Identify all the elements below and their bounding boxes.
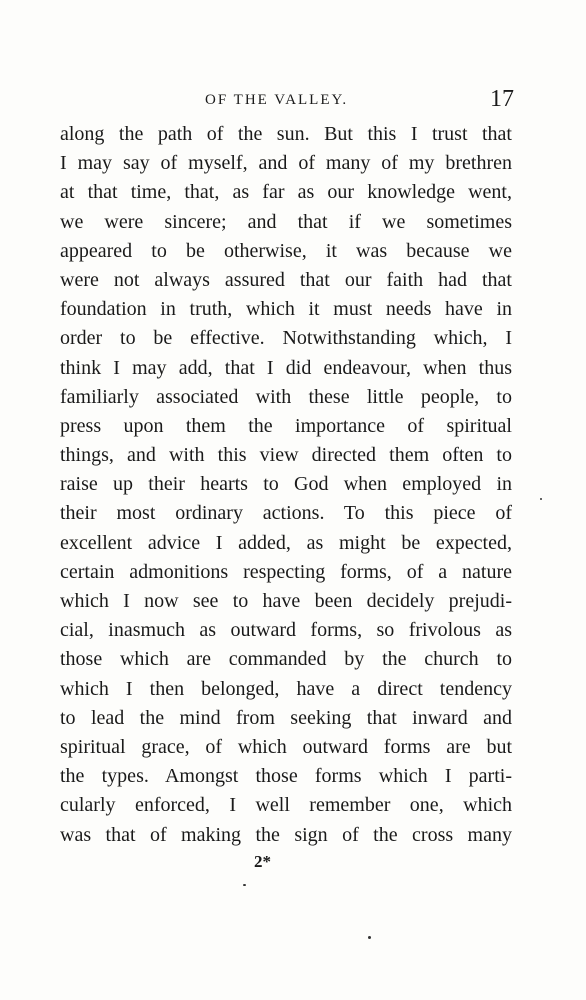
running-title: OF THE VALLEY. — [205, 92, 349, 108]
text-line: press upon them the importance of spiritual — [60, 414, 512, 437]
ink-speck — [243, 884, 246, 886]
ink-speck — [540, 498, 542, 500]
text-line: excellent advice I added, as might be expected, — [60, 531, 512, 554]
body-text — [60, 120, 512, 850]
text-line: raise up their hearts to God when employed in — [60, 473, 512, 496]
text-line: were not always assured that our faith had that — [60, 268, 512, 291]
text-line: to lead the mind from seeking that inward and — [60, 706, 512, 729]
text-line: which I now see to have been decidely prejudi- — [60, 590, 512, 612]
signature-mark: 2* — [254, 852, 271, 871]
text-line: foundation in truth, which it must needs have in — [60, 298, 512, 321]
running-head — [60, 88, 522, 114]
text-line: was that of making the sign of the cross many — [60, 823, 512, 846]
text-line: certain admonitions respecting forms, of a nature — [60, 560, 512, 583]
text-line: those which are commanded by the church to — [60, 648, 512, 671]
text-line: their most ordinary actions. To this piece of — [60, 502, 512, 525]
text-line: the types. Amongst those forms which I parti- — [60, 765, 512, 788]
text-line: we were sincere; and that if we sometimes — [60, 210, 512, 233]
text-line: along the path of the sun. But this I trust that — [60, 123, 512, 145]
page-number: 17 — [490, 86, 514, 112]
text-line: appeared to be otherwise, it was because we — [60, 239, 512, 262]
ink-speck — [368, 936, 371, 939]
text-line: I may say of myself, and of many of my brethren — [60, 152, 512, 175]
text-line: think I may add, that I did endeavour, when thus — [60, 356, 512, 379]
text-line: which I then belonged, have a direct tendency — [60, 677, 512, 700]
text-line: spiritual grace, of which outward forms are but — [60, 735, 512, 758]
text-line: cial, inasmuch as outward forms, so frivolous as — [60, 619, 512, 642]
text-line: familiarly associated with these little people, to — [60, 385, 512, 408]
text-line: order to be effective. Notwithstanding which, I — [60, 327, 512, 350]
text-line: cularly enforced, I well remember one, which — [60, 794, 512, 817]
text-line: at that time, that, as far as our knowledge went, — [60, 181, 512, 204]
text-line: things, and with this view directed them often to — [60, 444, 512, 467]
